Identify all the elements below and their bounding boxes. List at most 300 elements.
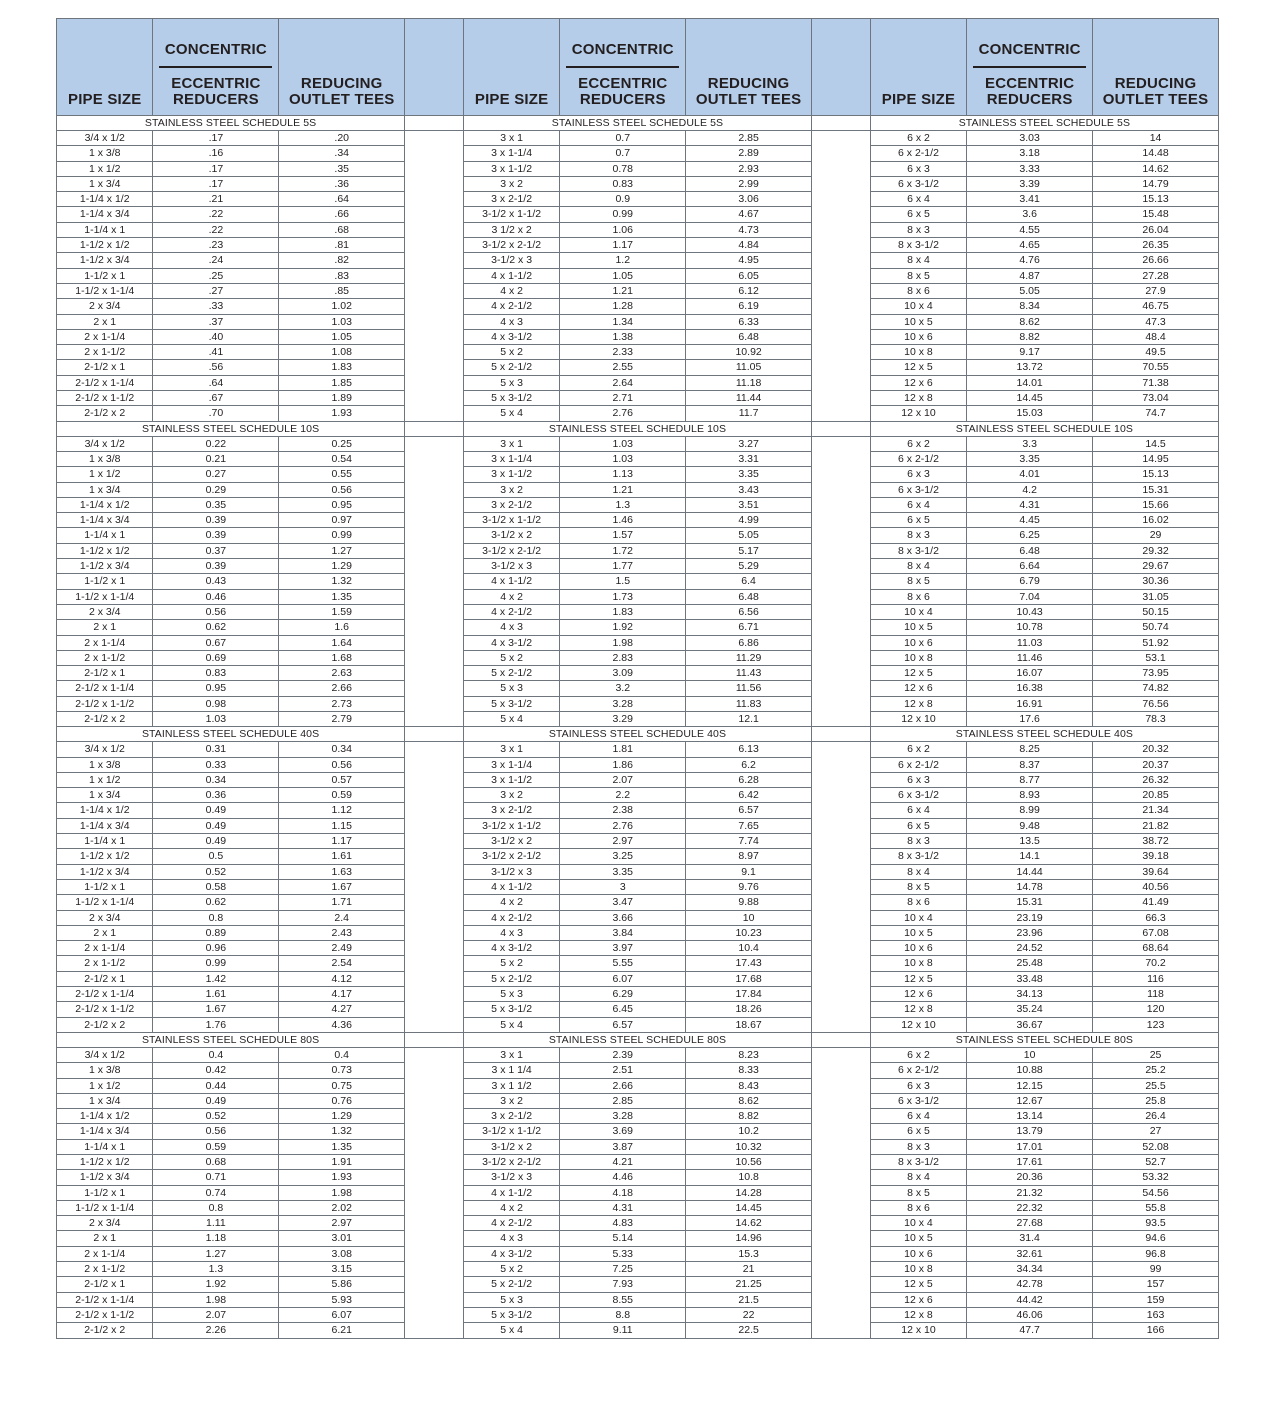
cell-eccentric-reducer-weight: 9.17	[967, 345, 1093, 360]
cell-eccentric-reducer-weight: 1.28	[560, 299, 686, 314]
table-header	[57, 19, 1219, 116]
cell-eccentric-reducer-weight: 1.98	[153, 1292, 279, 1307]
cell-reducing-outlet-tee-weight: 70.2	[1093, 956, 1219, 971]
cell-pipe-size: 1 x 1/2	[57, 161, 153, 176]
cell-reducing-outlet-tee-weight: 6.48	[686, 589, 812, 604]
cell-pipe-size: 1 x 3/4	[57, 482, 153, 497]
cell-eccentric-reducer-weight: 0.52	[153, 864, 279, 879]
cell-reducing-outlet-tee-weight: 27.28	[1093, 268, 1219, 283]
cell-reducing-outlet-tee-weight: 8.23	[686, 1047, 812, 1062]
table-row	[57, 1216, 1219, 1231]
cell-reducing-outlet-tee-weight: 71.38	[1093, 375, 1219, 390]
cell-reducing-outlet-tee-weight: .66	[279, 207, 405, 222]
cell-reducing-outlet-tee-weight: 10.92	[686, 345, 812, 360]
cell-pipe-size: 10 x 4	[870, 299, 966, 314]
cell-eccentric-reducer-weight: 2.07	[153, 1307, 279, 1322]
column-spacer	[405, 696, 464, 711]
cell-pipe-size: 8 x 3-1/2	[870, 543, 966, 558]
cell-reducing-outlet-tee-weight: 22.5	[686, 1323, 812, 1338]
cell-reducing-outlet-tee-weight: 15.31	[1093, 482, 1219, 497]
cell-pipe-size: 6 x 3	[870, 161, 966, 176]
cell-reducing-outlet-tee-weight: 14.45	[686, 1200, 812, 1215]
cell-reducing-outlet-tee-weight: 10.32	[686, 1139, 812, 1154]
cell-pipe-size: 10 x 5	[870, 1231, 966, 1246]
cell-eccentric-reducer-weight: 1.34	[560, 314, 686, 329]
header-eccentric-reducers-3	[967, 19, 1093, 116]
cell-eccentric-reducer-weight: .16	[153, 146, 279, 161]
cell-pipe-size: 12 x 8	[870, 1307, 966, 1322]
schedule-banner: STAINLESS STEEL SCHEDULE 40S	[870, 727, 1218, 742]
table-row	[57, 497, 1219, 512]
cell-reducing-outlet-tee-weight: 1.91	[279, 1155, 405, 1170]
cell-eccentric-reducer-weight: 4.2	[967, 482, 1093, 497]
cell-pipe-size: 10 x 4	[870, 604, 966, 619]
cell-reducing-outlet-tee-weight: 53.1	[1093, 650, 1219, 665]
column-spacer	[812, 834, 871, 849]
cell-pipe-size: 5 x 4	[463, 711, 559, 726]
table-row	[57, 772, 1219, 787]
cell-pipe-size: 2-1/2 x 1	[57, 971, 153, 986]
cell-pipe-size: 2 x 1	[57, 1231, 153, 1246]
cell-reducing-outlet-tee-weight: 118	[1093, 987, 1219, 1002]
cell-eccentric-reducer-weight: 17.6	[967, 711, 1093, 726]
cell-eccentric-reducer-weight: 3.28	[560, 1109, 686, 1124]
column-spacer	[405, 436, 464, 451]
cell-eccentric-reducer-weight: 8.8	[560, 1307, 686, 1322]
cell-pipe-size: 4 x 1-1/2	[463, 1185, 559, 1200]
cell-eccentric-reducer-weight: 0.31	[153, 742, 279, 757]
cell-pipe-size: 2-1/2 x 1-1/4	[57, 681, 153, 696]
cell-reducing-outlet-tee-weight: 1.98	[279, 1185, 405, 1200]
cell-reducing-outlet-tee-weight: 6.4	[686, 574, 812, 589]
column-spacer	[812, 314, 871, 329]
cell-reducing-outlet-tee-weight: 2.4	[279, 910, 405, 925]
cell-pipe-size: 2-1/2 x 1-1/2	[57, 391, 153, 406]
cell-eccentric-reducer-weight: 7.04	[967, 589, 1093, 604]
cell-pipe-size: 3 x 2-1/2	[463, 803, 559, 818]
cell-eccentric-reducer-weight: 2.83	[560, 650, 686, 665]
cell-reducing-outlet-tee-weight: 21.5	[686, 1292, 812, 1307]
cell-reducing-outlet-tee-weight: 159	[1093, 1292, 1219, 1307]
cell-eccentric-reducer-weight: 24.52	[967, 941, 1093, 956]
column-spacer	[812, 1109, 871, 1124]
cell-eccentric-reducer-weight: 6.25	[967, 528, 1093, 543]
cell-reducing-outlet-tee-weight: 6.07	[279, 1307, 405, 1322]
cell-eccentric-reducer-weight: 8.34	[967, 299, 1093, 314]
cell-reducing-outlet-tee-weight: 25	[1093, 1047, 1219, 1062]
cell-pipe-size: 12 x 6	[870, 1292, 966, 1307]
cell-pipe-size: 3-1/2 x 2	[463, 528, 559, 543]
cell-eccentric-reducer-weight: 11.46	[967, 650, 1093, 665]
cell-reducing-outlet-tee-weight: 4.95	[686, 253, 812, 268]
cell-pipe-size: 12 x 6	[870, 375, 966, 390]
table-row	[57, 176, 1219, 191]
cell-pipe-size: 12 x 5	[870, 971, 966, 986]
table-row	[57, 971, 1219, 986]
cell-pipe-size: 3-1/2 x 3	[463, 1170, 559, 1185]
cell-eccentric-reducer-weight: .67	[153, 391, 279, 406]
header-pipe-size-3-label: PIPE SIZE	[881, 90, 956, 108]
column-spacer	[812, 497, 871, 512]
cell-reducing-outlet-tee-weight: 14.48	[1093, 146, 1219, 161]
header-pipe-size-2	[463, 19, 559, 116]
cell-pipe-size: 10 x 6	[870, 635, 966, 650]
cell-pipe-size: 3-1/2 x 3	[463, 864, 559, 879]
cell-eccentric-reducer-weight: 12.67	[967, 1093, 1093, 1108]
column-spacer	[812, 696, 871, 711]
cell-eccentric-reducer-weight: 13.5	[967, 834, 1093, 849]
cell-pipe-size: 1-1/4 x 3/4	[57, 207, 153, 222]
column-spacer	[405, 1124, 464, 1139]
cell-pipe-size: 2 x 1-1/2	[57, 1262, 153, 1277]
cell-reducing-outlet-tee-weight: 1.35	[279, 1139, 405, 1154]
column-spacer	[812, 1292, 871, 1307]
cell-eccentric-reducer-weight: 27.68	[967, 1216, 1093, 1231]
cell-pipe-size: 12 x 10	[870, 1017, 966, 1032]
cell-pipe-size: 2-1/2 x 1-1/4	[57, 375, 153, 390]
cell-eccentric-reducer-weight: 34.34	[967, 1262, 1093, 1277]
cell-pipe-size: 2 x 1-1/4	[57, 329, 153, 344]
column-spacer	[812, 895, 871, 910]
cell-reducing-outlet-tee-weight: 4.99	[686, 513, 812, 528]
cell-reducing-outlet-tee-weight: 15.3	[686, 1246, 812, 1261]
cell-reducing-outlet-tee-weight: 2.66	[279, 681, 405, 696]
cell-eccentric-reducer-weight: 13.79	[967, 1124, 1093, 1139]
cell-eccentric-reducer-weight: 2.71	[560, 391, 686, 406]
schedule-banner: STAINLESS STEEL SCHEDULE 80S	[463, 1032, 811, 1047]
cell-reducing-outlet-tee-weight: 99	[1093, 1262, 1219, 1277]
cell-reducing-outlet-tee-weight: 2.73	[279, 696, 405, 711]
cell-eccentric-reducer-weight: 0.39	[153, 528, 279, 543]
cell-pipe-size: 5 x 4	[463, 1017, 559, 1032]
cell-eccentric-reducer-weight: 2.55	[560, 360, 686, 375]
cell-eccentric-reducer-weight: 1.38	[560, 329, 686, 344]
cell-reducing-outlet-tee-weight: 3.35	[686, 467, 812, 482]
cell-pipe-size: 5 x 2	[463, 1262, 559, 1277]
cell-reducing-outlet-tee-weight: 163	[1093, 1307, 1219, 1322]
cell-reducing-outlet-tee-weight: 4.84	[686, 238, 812, 253]
cell-pipe-size: 2-1/2 x 1-1/4	[57, 1292, 153, 1307]
cell-reducing-outlet-tee-weight: 94.6	[1093, 1231, 1219, 1246]
cell-pipe-size: 2-1/2 x 1-1/2	[57, 696, 153, 711]
cell-reducing-outlet-tee-weight: 11.83	[686, 696, 812, 711]
cell-pipe-size: 8 x 6	[870, 283, 966, 298]
cell-reducing-outlet-tee-weight: 6.42	[686, 788, 812, 803]
cell-pipe-size: 12 x 10	[870, 406, 966, 421]
table-row	[57, 299, 1219, 314]
column-spacer	[812, 589, 871, 604]
cell-pipe-size: 4 x 2-1/2	[463, 1216, 559, 1231]
column-spacer	[812, 329, 871, 344]
column-spacer	[405, 987, 464, 1002]
cell-pipe-size: 1-1/2 x 1	[57, 1185, 153, 1200]
cell-reducing-outlet-tee-weight: 18.67	[686, 1017, 812, 1032]
cell-reducing-outlet-tee-weight: 14	[1093, 131, 1219, 146]
column-spacer	[405, 650, 464, 665]
cell-pipe-size: 5 x 2	[463, 345, 559, 360]
table-row	[57, 314, 1219, 329]
cell-pipe-size: 12 x 6	[870, 681, 966, 696]
table-row	[57, 436, 1219, 451]
cell-pipe-size: 5 x 4	[463, 1323, 559, 1338]
cell-pipe-size: 2 x 3/4	[57, 910, 153, 925]
cell-pipe-size: 6 x 2	[870, 131, 966, 146]
column-spacer	[405, 788, 464, 803]
cell-pipe-size: 1-1/4 x 1	[57, 1139, 153, 1154]
cell-pipe-size: 10 x 5	[870, 925, 966, 940]
cell-reducing-outlet-tee-weight: 9.76	[686, 879, 812, 894]
cell-reducing-outlet-tee-weight: 11.7	[686, 406, 812, 421]
cell-reducing-outlet-tee-weight: 11.05	[686, 360, 812, 375]
cell-reducing-outlet-tee-weight: 21.25	[686, 1277, 812, 1292]
cell-pipe-size: 2 x 1-1/2	[57, 650, 153, 665]
column-spacer	[405, 1200, 464, 1215]
table-row	[57, 650, 1219, 665]
cell-pipe-size: 12 x 10	[870, 711, 966, 726]
cell-eccentric-reducer-weight: .41	[153, 345, 279, 360]
cell-eccentric-reducer-weight: 1.42	[153, 971, 279, 986]
cell-pipe-size: 6 x 2-1/2	[870, 1063, 966, 1078]
column-spacer	[812, 1124, 871, 1139]
cell-reducing-outlet-tee-weight: 1.27	[279, 543, 405, 558]
column-spacer	[405, 360, 464, 375]
table-row	[57, 1002, 1219, 1017]
cell-reducing-outlet-tee-weight: 3.15	[279, 1262, 405, 1277]
column-spacer	[812, 345, 871, 360]
cell-pipe-size: 1-1/4 x 1	[57, 222, 153, 237]
table-row	[57, 1323, 1219, 1338]
cell-eccentric-reducer-weight: 31.4	[967, 1231, 1093, 1246]
cell-pipe-size: 5 x 3-1/2	[463, 391, 559, 406]
cell-eccentric-reducer-weight: 0.78	[560, 161, 686, 176]
column-spacer	[812, 666, 871, 681]
cell-pipe-size: 4 x 2	[463, 895, 559, 910]
cell-eccentric-reducer-weight: .21	[153, 192, 279, 207]
cell-eccentric-reducer-weight: 8.93	[967, 788, 1093, 803]
table-row	[57, 1292, 1219, 1307]
column-spacer	[812, 864, 871, 879]
cell-reducing-outlet-tee-weight: 6.2	[686, 757, 812, 772]
cell-reducing-outlet-tee-weight: 8.97	[686, 849, 812, 864]
cell-eccentric-reducer-weight: 2.51	[560, 1063, 686, 1078]
cell-reducing-outlet-tee-weight: .34	[279, 146, 405, 161]
cell-reducing-outlet-tee-weight: 26.35	[1093, 238, 1219, 253]
column-spacer	[405, 620, 464, 635]
cell-eccentric-reducer-weight: 1.21	[560, 482, 686, 497]
cell-reducing-outlet-tee-weight: 73.95	[1093, 666, 1219, 681]
cell-reducing-outlet-tee-weight: 6.13	[686, 742, 812, 757]
cell-reducing-outlet-tee-weight: 11.43	[686, 666, 812, 681]
table-row	[57, 482, 1219, 497]
cell-eccentric-reducer-weight: 3.97	[560, 941, 686, 956]
cell-eccentric-reducer-weight: 4.18	[560, 1185, 686, 1200]
table-row	[57, 391, 1219, 406]
table-row	[57, 788, 1219, 803]
cell-pipe-size: 1 x 1/2	[57, 772, 153, 787]
column-spacer	[405, 1109, 464, 1124]
column-spacer	[812, 513, 871, 528]
cell-reducing-outlet-tee-weight: 49.5	[1093, 345, 1219, 360]
cell-eccentric-reducer-weight: 2.26	[153, 1323, 279, 1338]
cell-reducing-outlet-tee-weight: 10.56	[686, 1155, 812, 1170]
table-body	[57, 116, 1219, 1339]
cell-eccentric-reducer-weight: .17	[153, 161, 279, 176]
table-row	[57, 207, 1219, 222]
cell-pipe-size: 10 x 5	[870, 620, 966, 635]
cell-eccentric-reducer-weight: .24	[153, 253, 279, 268]
cell-eccentric-reducer-weight: 0.5	[153, 849, 279, 864]
cell-pipe-size: 3-1/2 x 2-1/2	[463, 543, 559, 558]
column-spacer	[812, 451, 871, 466]
column-spacer	[812, 1032, 871, 1047]
column-spacer	[405, 406, 464, 421]
column-spacer	[405, 635, 464, 650]
cell-eccentric-reducer-weight: 0.39	[153, 513, 279, 528]
cell-pipe-size: 6 x 2	[870, 436, 966, 451]
cell-pipe-size: 3-1/2 x 1-1/2	[463, 818, 559, 833]
cell-pipe-size: 3-1/2 x 3	[463, 253, 559, 268]
cell-reducing-outlet-tee-weight: 0.54	[279, 451, 405, 466]
table-row	[57, 1231, 1219, 1246]
cell-eccentric-reducer-weight: 3.03	[967, 131, 1093, 146]
column-spacer	[405, 1047, 464, 1062]
cell-pipe-size: 5 x 3-1/2	[463, 1307, 559, 1322]
cell-eccentric-reducer-weight: 1.05	[560, 268, 686, 283]
cell-reducing-outlet-tee-weight: .82	[279, 253, 405, 268]
column-spacer	[812, 1002, 871, 1017]
cell-reducing-outlet-tee-weight: 1.03	[279, 314, 405, 329]
table-row	[57, 987, 1219, 1002]
cell-reducing-outlet-tee-weight: 10.4	[686, 941, 812, 956]
table-row	[57, 513, 1219, 528]
header-reducing-3-line2: OUTLET TEES	[1102, 90, 1209, 108]
cell-reducing-outlet-tee-weight: 1.85	[279, 375, 405, 390]
table-row	[57, 1200, 1219, 1215]
column-spacer	[812, 849, 871, 864]
header-reducing-tees-3-label	[1093, 19, 1218, 115]
cell-reducing-outlet-tee-weight: 0.25	[279, 436, 405, 451]
cell-pipe-size: 2-1/2 x 1	[57, 1277, 153, 1292]
cell-pipe-size: 10 x 8	[870, 1262, 966, 1277]
cell-reducing-outlet-tee-weight: 1.59	[279, 604, 405, 619]
cell-reducing-outlet-tee-weight: 9.88	[686, 895, 812, 910]
cell-pipe-size: 12 x 8	[870, 391, 966, 406]
cell-eccentric-reducer-weight: 47.7	[967, 1323, 1093, 1338]
cell-eccentric-reducer-weight: 34.13	[967, 987, 1093, 1002]
cell-pipe-size: 6 x 3	[870, 772, 966, 787]
cell-pipe-size: 4 x 3	[463, 1231, 559, 1246]
cell-eccentric-reducer-weight: 21.32	[967, 1185, 1093, 1200]
cell-reducing-outlet-tee-weight: 10	[686, 910, 812, 925]
cell-reducing-outlet-tee-weight: 8.62	[686, 1093, 812, 1108]
cell-pipe-size: 1-1/4 x 1/2	[57, 192, 153, 207]
column-spacer	[812, 1139, 871, 1154]
cell-reducing-outlet-tee-weight: 0.55	[279, 467, 405, 482]
schedule-banner: STAINLESS STEEL SCHEDULE 40S	[463, 727, 811, 742]
table-row	[57, 222, 1219, 237]
column-spacer	[812, 1047, 871, 1062]
column-spacer	[405, 238, 464, 253]
cell-eccentric-reducer-weight: 0.59	[153, 1139, 279, 1154]
cell-pipe-size: 2-1/2 x 1-1/2	[57, 1002, 153, 1017]
cell-reducing-outlet-tee-weight: 15.48	[1093, 207, 1219, 222]
cell-reducing-outlet-tee-weight: 1.71	[279, 895, 405, 910]
cell-pipe-size: 4 x 3	[463, 925, 559, 940]
column-spacer	[812, 574, 871, 589]
column-spacer	[812, 650, 871, 665]
cell-pipe-size: 10 x 5	[870, 314, 966, 329]
column-spacer	[812, 941, 871, 956]
cell-pipe-size: 1 x 1/2	[57, 1078, 153, 1093]
column-spacer	[405, 391, 464, 406]
column-spacer	[812, 1017, 871, 1032]
cell-reducing-outlet-tee-weight: 66.3	[1093, 910, 1219, 925]
column-spacer	[405, 497, 464, 512]
cell-pipe-size: 6 x 2-1/2	[870, 451, 966, 466]
table-row	[57, 1139, 1219, 1154]
cell-pipe-size: 2 x 1	[57, 925, 153, 940]
cell-pipe-size: 5 x 3	[463, 987, 559, 1002]
column-spacer	[812, 681, 871, 696]
column-spacer	[812, 910, 871, 925]
cell-eccentric-reducer-weight: 0.83	[560, 176, 686, 191]
cell-eccentric-reducer-weight: 25.48	[967, 956, 1093, 971]
cell-eccentric-reducer-weight: .56	[153, 360, 279, 375]
cell-pipe-size: 6 x 3-1/2	[870, 1093, 966, 1108]
column-spacer	[812, 620, 871, 635]
cell-eccentric-reducer-weight: 1.5	[560, 574, 686, 589]
cell-reducing-outlet-tee-weight: 0.34	[279, 742, 405, 757]
cell-eccentric-reducer-weight: 1.83	[560, 604, 686, 619]
cell-pipe-size: 1-1/2 x 1/2	[57, 238, 153, 253]
cell-reducing-outlet-tee-weight: 3.43	[686, 482, 812, 497]
column-spacer	[812, 1231, 871, 1246]
header-pipe-size-1	[57, 19, 153, 116]
column-spacer	[812, 1323, 871, 1338]
cell-eccentric-reducer-weight: 13.14	[967, 1109, 1093, 1124]
cell-reducing-outlet-tee-weight: 54.56	[1093, 1185, 1219, 1200]
cell-eccentric-reducer-weight: 1.76	[153, 1017, 279, 1032]
cell-pipe-size: 1-1/2 x 1-1/4	[57, 283, 153, 298]
cell-reducing-outlet-tee-weight: 14.96	[686, 1231, 812, 1246]
cell-reducing-outlet-tee-weight: 25.2	[1093, 1063, 1219, 1078]
header-reducing-outlet-tees-2	[686, 19, 812, 116]
column-spacer	[405, 253, 464, 268]
cell-eccentric-reducer-weight: 1.73	[560, 589, 686, 604]
header-spacer-1	[405, 19, 464, 116]
column-spacer	[405, 818, 464, 833]
cell-eccentric-reducer-weight: 0.39	[153, 559, 279, 574]
cell-eccentric-reducer-weight: .25	[153, 268, 279, 283]
cell-pipe-size: 10 x 8	[870, 650, 966, 665]
cell-pipe-size: 1-1/2 x 3/4	[57, 1170, 153, 1185]
cell-reducing-outlet-tee-weight: 50.74	[1093, 620, 1219, 635]
column-spacer	[812, 116, 871, 131]
cell-reducing-outlet-tee-weight: 1.83	[279, 360, 405, 375]
cell-reducing-outlet-tee-weight: 21.82	[1093, 818, 1219, 833]
cell-pipe-size: 1 x 3/4	[57, 788, 153, 803]
column-spacer	[812, 1093, 871, 1108]
cell-eccentric-reducer-weight: 22.32	[967, 1200, 1093, 1215]
column-spacer	[405, 467, 464, 482]
table-row	[57, 146, 1219, 161]
cell-eccentric-reducer-weight: 10.78	[967, 620, 1093, 635]
cell-reducing-outlet-tee-weight: 67.08	[1093, 925, 1219, 940]
table-row	[57, 283, 1219, 298]
cell-eccentric-reducer-weight: 6.57	[560, 1017, 686, 1032]
cell-pipe-size: 4 x 3-1/2	[463, 329, 559, 344]
cell-eccentric-reducer-weight: 6.79	[967, 574, 1093, 589]
